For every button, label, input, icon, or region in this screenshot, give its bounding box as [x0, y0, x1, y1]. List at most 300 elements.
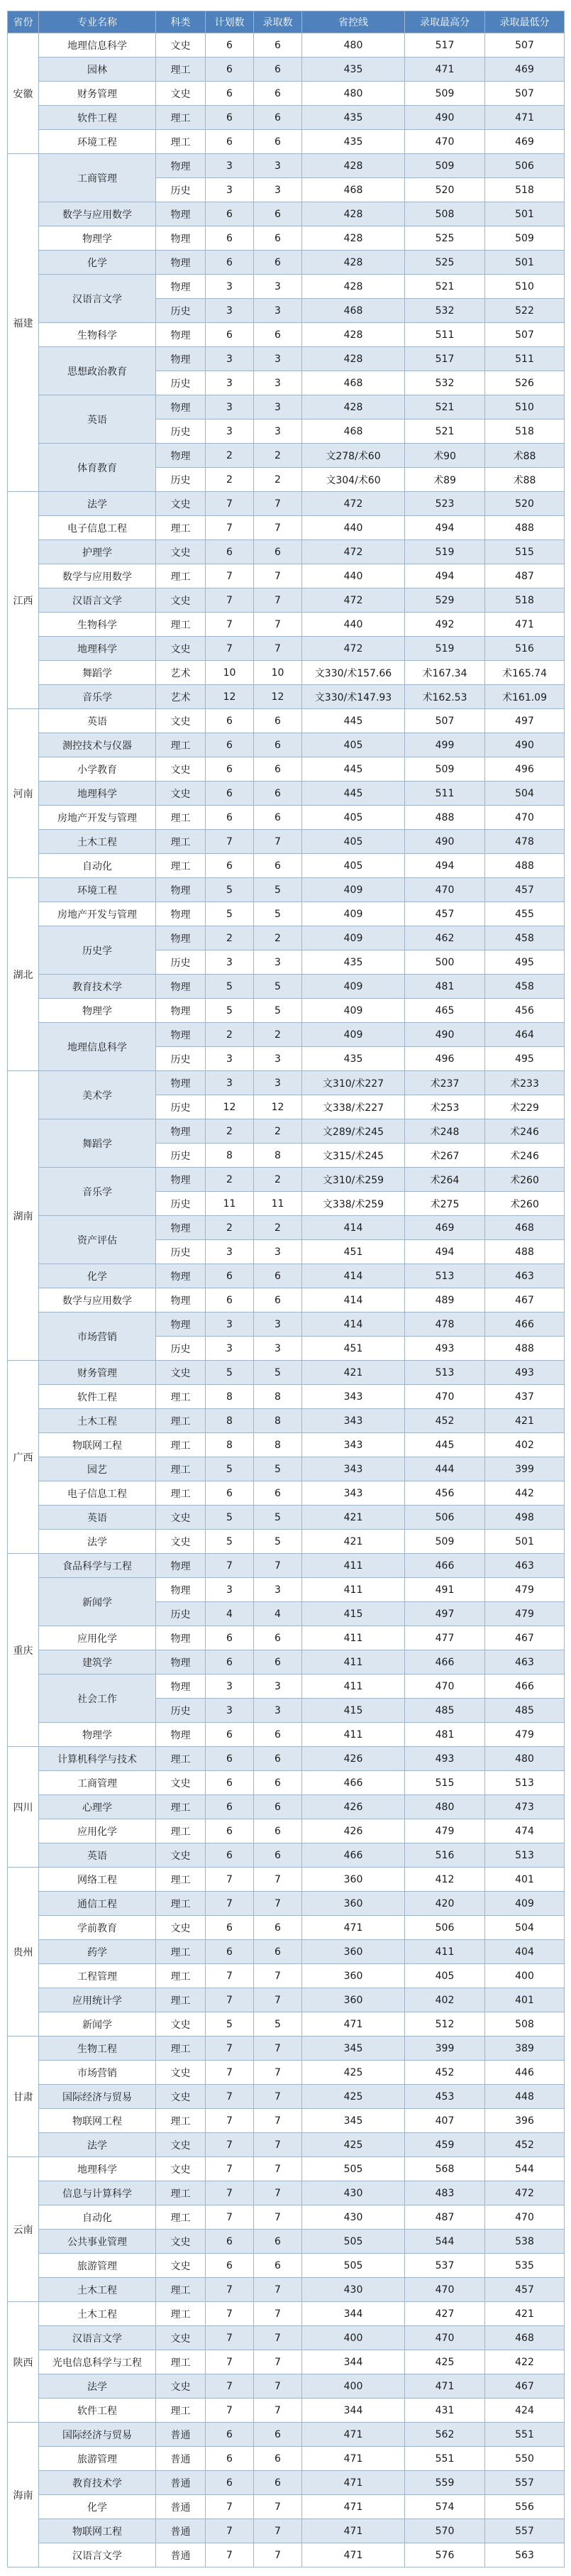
row-min-score: 515 — [485, 540, 565, 564]
row-admit-count: 7 — [254, 2302, 302, 2326]
row-max-score: 470 — [405, 2278, 485, 2302]
row-admit-count: 7 — [254, 2061, 302, 2085]
row-admit-count: 3 — [254, 1675, 302, 1699]
row-admit-count: 6 — [254, 2447, 302, 2471]
row-admit-count: 6 — [254, 82, 302, 106]
row-min-score: 术161.09 — [485, 685, 565, 709]
row-category: 物理 — [156, 1675, 206, 1699]
row-plan-count: 2 — [206, 1023, 254, 1047]
row-plan-count: 7 — [206, 2399, 254, 2423]
row-admit-count: 7 — [254, 2326, 302, 2350]
row-max-score: 516 — [405, 1843, 485, 1868]
row-control-line: 451 — [302, 1240, 405, 1264]
row-category: 物理 — [156, 1312, 206, 1337]
row-max-score: 483 — [405, 2181, 485, 2205]
table-row — [8, 588, 565, 613]
row-max-score: 574 — [405, 2495, 485, 2519]
province-cell: 甘肃 — [8, 2037, 39, 2157]
row-max-score: 532 — [405, 299, 485, 323]
row-admit-count: 3 — [254, 275, 302, 299]
row-admit-count: 2 — [254, 1168, 302, 1192]
row-min-score: 551 — [485, 2423, 565, 2447]
row-control-line: 421 — [302, 1530, 405, 1554]
row-max-score: 402 — [405, 1988, 485, 2012]
row-min-score: 457 — [485, 2278, 565, 2302]
row-category: 物理 — [156, 1071, 206, 1095]
row-control-line: 428 — [302, 323, 405, 347]
row-control-line: 411 — [302, 1626, 405, 1650]
row-plan-count: 6 — [206, 1940, 254, 1964]
row-max-score: 431 — [405, 2399, 485, 2423]
row-admit-count: 7 — [254, 2037, 302, 2061]
row-admit-count: 6 — [254, 1771, 302, 1795]
row-plan-count: 3 — [206, 1675, 254, 1699]
row-admit-count: 7 — [254, 516, 302, 540]
row-control-line: 360 — [302, 1892, 405, 1916]
row-plan-count: 3 — [206, 1699, 254, 1723]
row-category: 普通 — [156, 2471, 206, 2495]
row-min-score: 458 — [485, 975, 565, 999]
row-max-score: 470 — [405, 1675, 485, 1699]
table-row — [8, 2205, 565, 2230]
table-row — [8, 1675, 565, 1699]
major-name-cell: 护理学 — [39, 540, 156, 564]
row-min-score: 490 — [485, 733, 565, 757]
header-province: 省份 — [8, 11, 39, 33]
province-cell: 四川 — [8, 1747, 39, 1868]
row-category: 物理 — [156, 202, 206, 226]
row-min-score: 452 — [485, 2133, 565, 2157]
row-max-score: 511 — [405, 782, 485, 806]
row-category: 文史 — [156, 1843, 206, 1868]
row-max-score: 513 — [405, 1361, 485, 1385]
row-max-score: 445 — [405, 1433, 485, 1457]
table-row — [8, 1578, 565, 1602]
row-max-score: 523 — [405, 492, 485, 516]
row-control-line: 425 — [302, 2061, 405, 2085]
row-admit-count: 7 — [254, 1964, 302, 1988]
row-max-score: 494 — [405, 854, 485, 878]
row-plan-count: 7 — [206, 564, 254, 588]
row-admit-count: 6 — [254, 1940, 302, 1964]
row-admit-count: 8 — [254, 1385, 302, 1409]
row-min-score: 472 — [485, 2181, 565, 2205]
row-max-score: 551 — [405, 2447, 485, 2471]
row-plan-count: 7 — [206, 2374, 254, 2399]
row-min-score: 术246 — [485, 1144, 565, 1168]
province-cell: 广西 — [8, 1361, 39, 1554]
row-max-score: 465 — [405, 999, 485, 1023]
row-category: 物理 — [156, 975, 206, 999]
major-name-cell: 园林 — [39, 57, 156, 82]
row-min-score: 535 — [485, 2254, 565, 2278]
table-row — [8, 1216, 565, 1240]
row-control-line: 430 — [302, 2278, 405, 2302]
row-min-score: 488 — [485, 1240, 565, 1264]
row-category: 物理 — [156, 1023, 206, 1047]
row-control-line: 451 — [302, 1337, 405, 1361]
row-admit-count: 6 — [254, 782, 302, 806]
row-category: 理工 — [156, 830, 206, 854]
row-admit-count: 5 — [254, 975, 302, 999]
table-row — [8, 1771, 565, 1795]
row-control-line: 480 — [302, 82, 405, 106]
row-control-line: 文338/术227 — [302, 1095, 405, 1119]
row-admit-count: 7 — [254, 2133, 302, 2157]
row-min-score: 437 — [485, 1385, 565, 1409]
row-control-line: 505 — [302, 2230, 405, 2254]
row-min-score: 421 — [485, 1409, 565, 1433]
row-control-line: 468 — [302, 371, 405, 395]
row-min-score: 470 — [485, 806, 565, 830]
row-plan-count: 6 — [206, 2254, 254, 2278]
row-max-score: 507 — [405, 709, 485, 733]
row-category: 文史 — [156, 1916, 206, 1940]
row-max-score: 515 — [405, 1771, 485, 1795]
row-min-score: 463 — [485, 1554, 565, 1578]
row-admit-count: 7 — [254, 637, 302, 661]
row-category: 物理 — [156, 1723, 206, 1747]
row-admit-count: 6 — [254, 226, 302, 251]
row-admit-count: 7 — [254, 1988, 302, 2012]
row-admit-count: 7 — [254, 2519, 302, 2543]
row-min-score: 488 — [485, 1337, 565, 1361]
row-category: 物理 — [156, 1264, 206, 1288]
row-category: 文史 — [156, 1361, 206, 1385]
table-row — [8, 1506, 565, 1530]
table-row — [8, 613, 565, 637]
major-name-cell: 物联网工程 — [39, 2519, 156, 2543]
row-max-score: 494 — [405, 564, 485, 588]
table-row — [8, 637, 565, 661]
row-category: 文史 — [156, 2085, 206, 2109]
row-control-line: 411 — [302, 1578, 405, 1602]
row-max-score: 术90 — [405, 444, 485, 468]
row-control-line: 440 — [302, 564, 405, 588]
row-control-line: 414 — [302, 1288, 405, 1312]
row-max-score: 444 — [405, 1457, 485, 1481]
row-admit-count: 6 — [254, 251, 302, 275]
row-category: 物理 — [156, 323, 206, 347]
row-min-score: 501 — [485, 202, 565, 226]
row-admit-count: 7 — [254, 2085, 302, 2109]
row-min-score: 511 — [485, 347, 565, 371]
major-name-cell: 国际经济与贸易 — [39, 2423, 156, 2447]
row-plan-count: 2 — [206, 1168, 254, 1192]
major-name-cell: 化学 — [39, 2495, 156, 2519]
row-category: 普通 — [156, 2423, 206, 2447]
row-category: 理工 — [156, 1868, 206, 1892]
row-control-line: 472 — [302, 540, 405, 564]
row-max-score: 499 — [405, 733, 485, 757]
row-admit-count: 7 — [254, 1868, 302, 1892]
row-control-line: 466 — [302, 1843, 405, 1868]
row-admit-count: 7 — [254, 2399, 302, 2423]
row-control-line: 文289/术245 — [302, 1119, 405, 1144]
row-category: 文史 — [156, 2254, 206, 2278]
major-name-cell: 药学 — [39, 1940, 156, 1964]
row-category: 理工 — [156, 1819, 206, 1843]
row-plan-count: 6 — [206, 130, 254, 154]
row-control-line: 426 — [302, 1795, 405, 1819]
row-min-score: 399 — [485, 1457, 565, 1481]
row-admit-count: 2 — [254, 926, 302, 950]
province-cell: 海南 — [8, 2423, 39, 2567]
row-plan-count: 5 — [206, 1361, 254, 1385]
row-plan-count: 8 — [206, 1144, 254, 1168]
row-category: 理工 — [156, 1457, 206, 1481]
row-admit-count: 7 — [254, 1554, 302, 1578]
row-category: 理工 — [156, 733, 206, 757]
row-category: 历史 — [156, 420, 206, 444]
row-category: 物理 — [156, 926, 206, 950]
row-admit-count: 6 — [254, 2254, 302, 2278]
row-max-score: 411 — [405, 1940, 485, 1964]
row-control-line: 文315/术245 — [302, 1144, 405, 1168]
table-row — [8, 2543, 565, 2567]
row-admit-count: 12 — [254, 1095, 302, 1119]
major-name-cell: 应用化学 — [39, 1626, 156, 1650]
row-plan-count: 6 — [206, 226, 254, 251]
row-category: 理工 — [156, 2350, 206, 2374]
row-admit-count: 7 — [254, 2109, 302, 2133]
row-control-line: 360 — [302, 1940, 405, 1964]
row-category: 历史 — [156, 1337, 206, 1361]
major-name-cell: 音乐学 — [39, 685, 156, 709]
row-plan-count: 6 — [206, 782, 254, 806]
major-name-cell: 法学 — [39, 1530, 156, 1554]
row-min-score: 513 — [485, 1843, 565, 1868]
row-max-score: 489 — [405, 1288, 485, 1312]
row-admit-count: 6 — [254, 33, 302, 57]
header-max-score: 录取最高分 — [405, 11, 485, 33]
row-control-line: 426 — [302, 1747, 405, 1771]
major-name-cell: 汉语言文学 — [39, 2326, 156, 2350]
row-control-line: 428 — [302, 347, 405, 371]
row-min-score: 446 — [485, 2061, 565, 2085]
row-category: 文史 — [156, 1506, 206, 1530]
row-admit-count: 6 — [254, 1288, 302, 1312]
row-plan-count: 7 — [206, 1988, 254, 2012]
table-row — [8, 33, 565, 57]
table-row — [8, 1481, 565, 1506]
row-admit-count: 6 — [254, 1819, 302, 1843]
row-min-score: 463 — [485, 1264, 565, 1288]
row-plan-count: 3 — [206, 1337, 254, 1361]
major-name-cell: 法学 — [39, 2374, 156, 2399]
row-plan-count: 6 — [206, 1288, 254, 1312]
row-min-score: 493 — [485, 1361, 565, 1385]
row-category: 普通 — [156, 2519, 206, 2543]
major-name-cell: 软件工程 — [39, 1385, 156, 1409]
row-admit-count: 3 — [254, 299, 302, 323]
row-min-score: 557 — [485, 2519, 565, 2543]
row-plan-count: 7 — [206, 2109, 254, 2133]
row-max-score: 568 — [405, 2157, 485, 2181]
table-row — [8, 57, 565, 82]
row-category: 理工 — [156, 2109, 206, 2133]
table-row — [8, 1119, 565, 1144]
row-min-score: 402 — [485, 1433, 565, 1457]
major-name-cell: 美术学 — [39, 1071, 156, 1119]
row-category: 理工 — [156, 613, 206, 637]
row-category: 文史 — [156, 540, 206, 564]
row-max-score: 544 — [405, 2230, 485, 2254]
row-plan-count: 6 — [206, 1650, 254, 1675]
row-admit-count: 7 — [254, 492, 302, 516]
major-name-cell: 新闻学 — [39, 2012, 156, 2037]
row-max-score: 570 — [405, 2519, 485, 2543]
major-name-cell: 历史学 — [39, 926, 156, 975]
major-name-cell: 思想政治教育 — [39, 347, 156, 395]
row-max-score: 术264 — [405, 1168, 485, 1192]
row-control-line: 360 — [302, 1868, 405, 1892]
row-category: 物理 — [156, 1288, 206, 1312]
row-max-score: 457 — [405, 902, 485, 926]
row-control-line: 440 — [302, 516, 405, 540]
row-admit-count: 3 — [254, 1578, 302, 1602]
row-admit-count: 6 — [254, 1481, 302, 1506]
row-min-score: 556 — [485, 2495, 565, 2519]
province-cell: 福建 — [8, 154, 39, 492]
row-admit-count: 5 — [254, 1457, 302, 1481]
table-row — [8, 2495, 565, 2519]
row-min-score: 471 — [485, 106, 565, 130]
row-max-score: 471 — [405, 2374, 485, 2399]
major-name-cell: 软件工程 — [39, 106, 156, 130]
row-category: 文史 — [156, 82, 206, 106]
major-name-cell: 化学 — [39, 1264, 156, 1288]
row-control-line: 344 — [302, 2399, 405, 2423]
major-name-cell: 市场营销 — [39, 1312, 156, 1361]
row-plan-count: 3 — [206, 299, 254, 323]
table-row — [8, 661, 565, 685]
row-max-score: 521 — [405, 395, 485, 420]
row-plan-count: 6 — [206, 1747, 254, 1771]
row-control-line: 343 — [302, 1481, 405, 1506]
table-row — [8, 444, 565, 468]
row-plan-count: 6 — [206, 1771, 254, 1795]
major-name-cell: 地理科学 — [39, 637, 156, 661]
row-max-score: 471 — [405, 57, 485, 82]
row-control-line: 428 — [302, 202, 405, 226]
row-control-line: 472 — [302, 588, 405, 613]
row-category: 理工 — [156, 2278, 206, 2302]
row-max-score: 509 — [405, 1530, 485, 1554]
row-control-line: 471 — [302, 2519, 405, 2543]
row-min-score: 442 — [485, 1481, 565, 1506]
major-name-cell: 物联网工程 — [39, 2109, 156, 2133]
table-row — [8, 1916, 565, 1940]
row-plan-count: 2 — [206, 468, 254, 492]
row-min-score: 479 — [485, 1602, 565, 1626]
row-category: 理工 — [156, 1433, 206, 1457]
row-control-line: 471 — [302, 2447, 405, 2471]
table-row — [8, 540, 565, 564]
row-control-line: 343 — [302, 1385, 405, 1409]
row-plan-count: 4 — [206, 1602, 254, 1626]
table-row — [8, 2326, 565, 2350]
row-min-score: 518 — [485, 588, 565, 613]
row-plan-count: 7 — [206, 2519, 254, 2543]
row-max-score: 490 — [405, 106, 485, 130]
table-header — [8, 11, 565, 33]
row-admit-count: 3 — [254, 395, 302, 420]
major-name-cell: 新闻学 — [39, 1578, 156, 1626]
major-name-cell: 通信工程 — [39, 1892, 156, 1916]
row-plan-count: 12 — [206, 1095, 254, 1119]
row-plan-count: 7 — [206, 2278, 254, 2302]
row-category: 历史 — [156, 371, 206, 395]
row-min-score: 404 — [485, 1940, 565, 1964]
row-min-score: 471 — [485, 613, 565, 637]
table-row — [8, 226, 565, 251]
row-plan-count: 7 — [206, 2085, 254, 2109]
row-category: 历史 — [156, 1699, 206, 1723]
row-plan-count: 6 — [206, 854, 254, 878]
row-control-line: 468 — [302, 299, 405, 323]
row-max-score: 470 — [405, 2326, 485, 2350]
major-name-cell: 化学 — [39, 251, 156, 275]
row-max-score: 500 — [405, 950, 485, 975]
major-name-cell: 生物科学 — [39, 323, 156, 347]
table-row — [8, 926, 565, 950]
row-control-line: 428 — [302, 251, 405, 275]
row-admit-count: 2 — [254, 468, 302, 492]
row-control-line: 428 — [302, 275, 405, 299]
row-admit-count: 3 — [254, 1337, 302, 1361]
row-min-score: 457 — [485, 878, 565, 902]
row-min-score: 401 — [485, 1988, 565, 2012]
row-plan-count: 7 — [206, 2205, 254, 2230]
row-max-score: 491 — [405, 1578, 485, 1602]
row-control-line: 344 — [302, 2350, 405, 2374]
row-control-line: 409 — [302, 1023, 405, 1047]
major-name-cell: 数学与应用数学 — [39, 202, 156, 226]
header-category: 科类 — [156, 11, 206, 33]
row-control-line: 471 — [302, 2543, 405, 2567]
row-control-line: 471 — [302, 1916, 405, 1940]
row-category: 文史 — [156, 1771, 206, 1795]
row-max-score: 466 — [405, 1554, 485, 1578]
row-control-line: 400 — [302, 2374, 405, 2399]
table-row — [8, 1264, 565, 1288]
row-max-score: 453 — [405, 2085, 485, 2109]
row-category: 理工 — [156, 2037, 206, 2061]
header-row — [8, 11, 565, 33]
row-control-line: 505 — [302, 2157, 405, 2181]
row-admit-count: 6 — [254, 854, 302, 878]
row-control-line: 415 — [302, 1699, 405, 1723]
row-plan-count: 6 — [206, 1626, 254, 1650]
major-name-cell: 地理科学 — [39, 2157, 156, 2181]
row-plan-count: 6 — [206, 2230, 254, 2254]
table-row — [8, 2157, 565, 2181]
table-row — [8, 564, 565, 588]
table-row — [8, 2278, 565, 2302]
row-min-score: 术260 — [485, 1192, 565, 1216]
row-max-score: 496 — [405, 1047, 485, 1071]
row-plan-count: 6 — [206, 57, 254, 82]
row-min-score: 488 — [485, 854, 565, 878]
row-category: 理工 — [156, 1988, 206, 2012]
row-admit-count: 7 — [254, 613, 302, 637]
table-row — [8, 902, 565, 926]
row-max-score: 519 — [405, 637, 485, 661]
row-min-score: 557 — [485, 2471, 565, 2495]
row-category: 历史 — [156, 1047, 206, 1071]
row-category: 物理 — [156, 1650, 206, 1675]
